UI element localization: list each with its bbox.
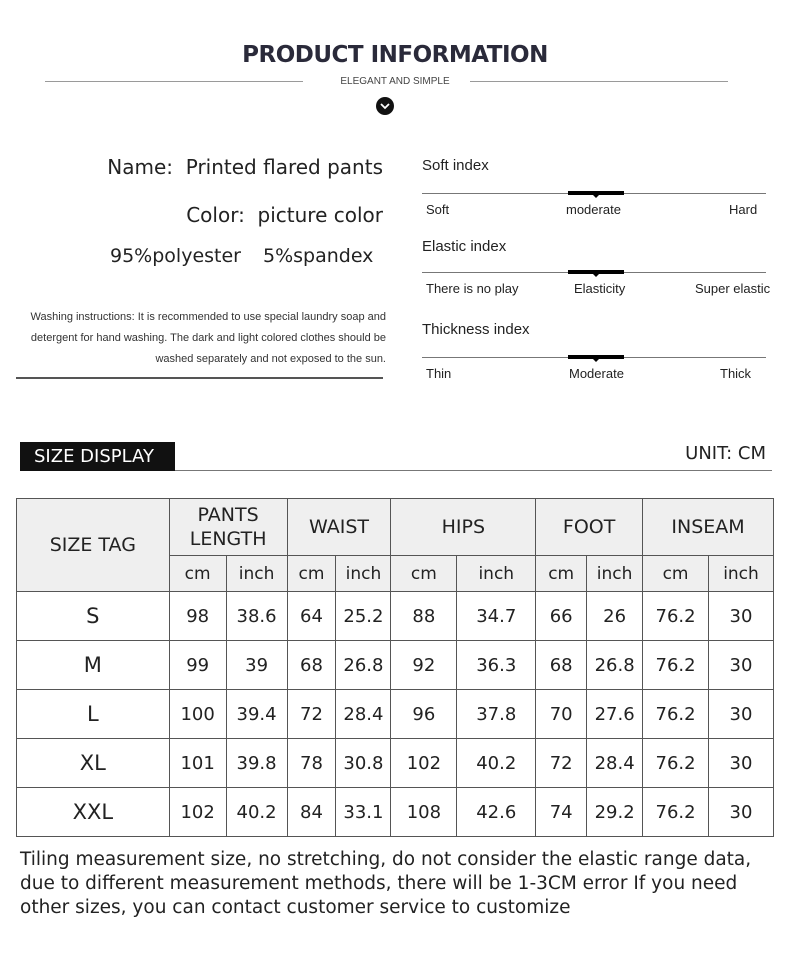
index-title: Soft index	[422, 157, 489, 174]
table-cell: 25.2	[336, 592, 391, 641]
unit-cm: cm	[169, 556, 226, 592]
table-cell: 76.2	[643, 641, 709, 690]
table-cell: 34.7	[457, 592, 536, 641]
table-cell: 100	[169, 690, 226, 739]
chevron-down-icon	[376, 97, 394, 115]
table-row	[17, 739, 774, 788]
measurement-note: Tiling measurement size, no stretching, do not consider the elastic range data, due to different measurement methods, there will be 1-3CM error If you need other sizes, you can contact customer service to customize	[20, 849, 752, 918]
table-cell: 72	[536, 739, 587, 788]
pants-length-header	[169, 499, 287, 556]
table-cell: 76.2	[643, 690, 709, 739]
pants-length-header-text: PANTS LENGTH	[189, 504, 267, 550]
table-cell: 98	[169, 592, 226, 641]
table-cell: 84	[287, 788, 336, 837]
index-high-label: Hard	[729, 202, 758, 217]
table-cell: 102	[169, 788, 226, 837]
index-title: Thickness index	[422, 321, 530, 338]
table-cell: 28.4	[587, 739, 643, 788]
size-tag-cell: XL	[17, 739, 170, 788]
table-cell: 39.4	[226, 690, 287, 739]
foot-header: FOOT	[536, 499, 643, 556]
page-title: PRODUCT INFORMATION	[242, 42, 548, 68]
table-cell: 76.2	[643, 788, 709, 837]
table-cell: 102	[391, 739, 457, 788]
product-color-value: picture color	[257, 203, 383, 227]
table-cell: 33.1	[336, 788, 391, 837]
table-cell: 101	[169, 739, 226, 788]
table-cell: 76.2	[643, 592, 709, 641]
table-cell: 30.8	[336, 739, 391, 788]
size-tag-header: SIZE TAG	[17, 499, 170, 592]
product-material	[110, 245, 395, 267]
table-cell: 88	[391, 592, 457, 641]
table-cell: 68	[536, 641, 587, 690]
table-row	[17, 641, 774, 690]
index-mid-label: Elasticity	[574, 281, 626, 296]
table-cell: 30	[709, 592, 774, 641]
table-header-row	[17, 499, 774, 556]
unit-inch: inch	[336, 556, 391, 592]
table-row	[17, 690, 774, 739]
table-cell: 39	[226, 641, 287, 690]
table-cell: 30	[709, 739, 774, 788]
table-cell: 66	[536, 592, 587, 641]
index-low-label: Soft	[426, 202, 450, 217]
unit-inch: inch	[709, 556, 774, 592]
index-mid-label: Moderate	[569, 366, 624, 381]
unit-cm: cm	[287, 556, 336, 592]
table-cell: 68	[287, 641, 336, 690]
index-title: Elastic index	[422, 238, 507, 255]
unit-inch: inch	[226, 556, 287, 592]
size-tag-cell: L	[17, 690, 170, 739]
index-marker	[568, 270, 624, 274]
table-cell: 108	[391, 788, 457, 837]
waist-header: WAIST	[287, 499, 391, 556]
unit-label: UNIT: CM	[685, 443, 766, 464]
unit-inch: inch	[457, 556, 536, 592]
size-tag-cell: S	[17, 592, 170, 641]
table-cell: 78	[287, 739, 336, 788]
table-cell: 36.3	[457, 641, 536, 690]
index-low-label: Thin	[426, 366, 452, 381]
washing-instructions: Washing instructions: It is recommended to use special laundry soap and detergent for hand washing. The dark and light colored clothes should be washed separately and not exposed to the sun.	[30, 311, 386, 365]
table-cell: 99	[169, 641, 226, 690]
product-name-value: Printed flared pants	[185, 155, 383, 179]
material-spandex: 5%spandex	[262, 245, 374, 267]
index-low-label: There is no play	[426, 281, 519, 296]
product-name	[107, 155, 383, 179]
table-cell: 92	[391, 641, 457, 690]
size-table	[16, 498, 774, 837]
unit-inch: inch	[587, 556, 643, 592]
product-name-label: Name:	[107, 155, 174, 179]
index-mid-label: moderate	[566, 202, 621, 217]
table-cell: 30	[709, 690, 774, 739]
unit-cm: cm	[536, 556, 587, 592]
table-cell: 39.8	[226, 739, 287, 788]
table-cell: 72	[287, 690, 336, 739]
table-cell: 37.8	[457, 690, 536, 739]
table-cell: 40.2	[226, 788, 287, 837]
product-color-label: Color:	[186, 203, 245, 227]
info-divider	[16, 377, 383, 379]
size-tag-cell: XXL	[17, 788, 170, 837]
index-high-label: Super elastic	[695, 281, 771, 296]
table-cell: 64	[287, 592, 336, 641]
size-tag-cell: M	[17, 641, 170, 690]
size-divider	[175, 470, 772, 471]
index-marker	[568, 355, 624, 359]
table-cell: 96	[391, 690, 457, 739]
index-high-label: Thick	[720, 366, 752, 381]
table-cell: 26.8	[336, 641, 391, 690]
material-polyester: 95%polyester	[110, 245, 241, 267]
table-cell: 70	[536, 690, 587, 739]
table-cell: 30	[709, 788, 774, 837]
table-row	[17, 788, 774, 837]
table-cell: 26	[587, 592, 643, 641]
table-row	[17, 592, 774, 641]
table-cell: 74	[536, 788, 587, 837]
table-cell: 30	[709, 641, 774, 690]
table-cell: 38.6	[226, 592, 287, 641]
table-cell: 40.2	[457, 739, 536, 788]
table-cell: 26.8	[587, 641, 643, 690]
page-subtitle: ELEGANT AND SIMPLE	[340, 76, 450, 87]
unit-cm: cm	[391, 556, 457, 592]
table-cell: 27.6	[587, 690, 643, 739]
table-cell: 29.2	[587, 788, 643, 837]
table-cell: 28.4	[336, 690, 391, 739]
table-cell: 42.6	[457, 788, 536, 837]
hips-header: HIPS	[391, 499, 536, 556]
inseam-header: INSEAM	[643, 499, 774, 556]
product-color	[186, 203, 383, 227]
index-marker	[568, 191, 624, 195]
size-display-label: SIZE DISPLAY	[20, 442, 175, 471]
unit-cm: cm	[643, 556, 709, 592]
table-cell: 76.2	[643, 739, 709, 788]
